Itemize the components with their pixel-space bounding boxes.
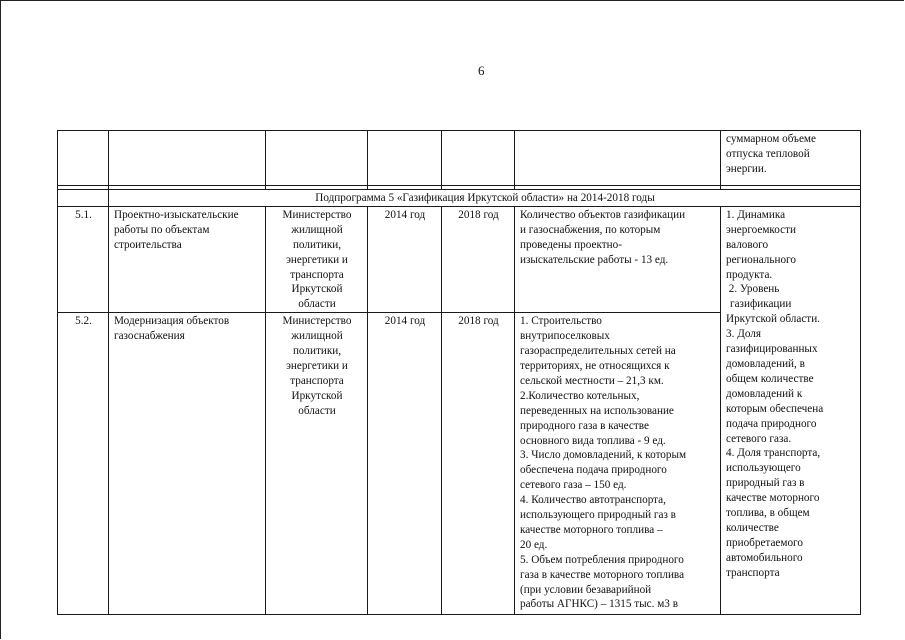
- table-row: [58, 206, 861, 312]
- row-number: 5.2.: [58, 313, 109, 615]
- row-name: Модернизация объектов газоснабжения: [109, 313, 266, 615]
- row-results: Количество объектов газификации и газоснабжения, по которым проведены проектно- изыскательские работы - 13 ед.: [515, 206, 721, 312]
- cell-empty: [58, 131, 109, 186]
- row-start-year: 2014 год: [368, 313, 442, 615]
- continuation-indicators: суммарном объеме отпуска тепловой энергии.: [721, 131, 861, 186]
- row-results: 1. Строительство внутрипоселковых газораспределительных сетей на территориях, не относящихся к сельской местности – 21,3 км. 2.Количество котельных, переведенных на использование природного газа в качестве основного вида топлива - 9 ед. 3. Число домовладений, к которым обеспечена подача природного сетевого газа – 150 ед. 4. Количество автотранспорта, использующего природный газ в качестве моторного топлива – 20 ед. 5. Объем потребления природного газа в качестве моторного топлива (при условии безаварийной работы АГНКС) – 1315 тыс. м3 в: [515, 313, 721, 615]
- cell-empty: [515, 131, 721, 186]
- row-start-year: 2014 год: [368, 206, 442, 312]
- cell-empty: [58, 190, 109, 207]
- row-number: 5.1.: [58, 206, 109, 312]
- cell-empty: [368, 131, 442, 186]
- row-name: Проектно-изыскательские работы по объектам строительства: [109, 206, 266, 312]
- indicators-cell: 1. Динамика энергоемкости валового регионального продукта. 2. Уровень газификации Иркутской области. 3. Доля газифицированных домовладений, в общем количестве домовладений к которым обеспечена подача природного сетевого газа. 4. Доля транспорта, использующего природный газ в качестве моторного топлива, в общем количестве приобретаемого автомобильного транспорта: [721, 206, 861, 614]
- cell-empty: [109, 131, 266, 186]
- row-executor: Министерство жилищной политики, энергетики и транспорта Иркутской области: [266, 313, 368, 615]
- program-table: [57, 130, 861, 615]
- page-number: 6: [478, 63, 485, 78]
- row-executor: Министерство жилищной политики, энергетики и транспорта Иркутской области: [266, 206, 368, 312]
- subprogram-row: [58, 190, 861, 207]
- row-end-year: 2018 год: [442, 206, 515, 312]
- subprogram-title: Подпрограмма 5 «Газификация Иркутской области» на 2014-2018 годы: [109, 190, 861, 207]
- row-end-year: 2018 год: [442, 313, 515, 615]
- continuation-row: [58, 131, 861, 186]
- cell-empty: [442, 131, 515, 186]
- cell-empty: [266, 131, 368, 186]
